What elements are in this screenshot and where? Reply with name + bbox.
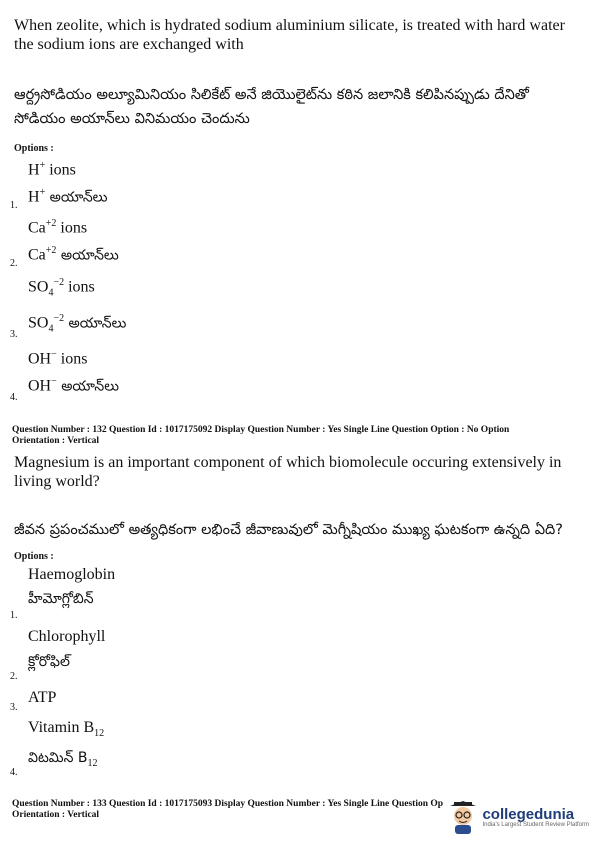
question-132-metadata [12,425,509,447]
q2-option-3-english[interactable]: ATP [28,689,57,706]
metadata-orientation: Orientation : Vertical [12,810,100,820]
mascot-icon [448,800,478,834]
q2-option-3-number: 3. [10,702,18,713]
question-2-english: Magnesium is an important component of which biomolecule occuring extensively in living world? [14,454,562,490]
question-2-telugu: జీవన ప్రపంచములో అత్యధికంగా లభించే జీవాణువులో మెగ్నీషియం ముఖ్య ఘటకంగా ఉన్నది ఏది? [14,522,563,538]
options-label-2: Options : [14,551,54,562]
q2-option-2-english[interactable]: Chlorophyll [28,628,106,645]
question-1-telugu: ఆర్ద్రసోడియం అల్యూమినియం సిలికేట్ అనే జియొలైట్‌ను కఠిన జలానికి కలిపినప్పుడు దేనితో సోడియం అయాన్‌లు వినిమయం చెందును [14,87,529,127]
q1-option-3-number: 3. [10,329,18,340]
q1-option-1-number: 1. [10,200,18,211]
q2-option-1-number: 1. [10,610,18,621]
q1-option-4-english[interactable]: OH− ions [28,349,88,368]
metadata-orientation: Orientation : Vertical [12,436,100,446]
question-133-metadata [12,799,443,821]
q1-option-4-telugu[interactable]: OH− అయాన్‌లు [28,376,119,395]
logo-name: collegedunia [482,805,575,823]
q2-option-4-number: 4. [10,767,18,778]
q1-option-4-number: 4. [10,392,18,403]
q1-option-1-telugu[interactable]: H+ అయాన్‌లు [28,187,108,206]
q2-option-1-english[interactable]: Haemoglobin [28,566,116,583]
q1-option-2-telugu[interactable]: $Ca^{+2}$ అయాన్‌లు [28,245,119,264]
q1-option-1-english[interactable]: H+ ions [28,160,76,179]
q2-option-2-number: 2. [10,671,18,682]
options-label-1: Options : [14,143,54,154]
question-1-english: When zeolite, which is hydrated sodium aluminium silicate, is treated with hard water the sodium ions are exchanged with [14,17,565,53]
metadata-line: Question Number : 133 Question Id : 1017175093 Display Question Number : Yes Single Line Question Op [12,799,444,809]
q2-option-2-telugu[interactable]: క్లోరోఫిల్ [28,654,70,670]
q1-option-3-english[interactable]: $SO_4^{-2}$ ions [28,277,95,299]
metadata-line: Question Number : 132 Question Id : 1017175092 Display Question Number : Yes Single Line Question Option : No Option [12,425,510,435]
collegedunia-logo [448,800,589,834]
q1-option-2-english[interactable]: $Ca^{+2}$ ions [28,218,88,237]
logo-tagline: India's Largest Student Review Platform [482,821,589,828]
q1-option-2-number: 2. [10,258,18,269]
q1-option-3-telugu[interactable]: $SO_4^{-2}$ అయాన్‌లు [28,313,127,335]
q2-option-1-telugu[interactable]: హీమోగ్లోబిన్ [28,591,94,607]
q2-option-4-telugu[interactable]: విటమిన్ $B_{12}$ [28,750,98,770]
q2-option-4-english[interactable]: Vitamin $B_{12}$ [28,719,105,740]
